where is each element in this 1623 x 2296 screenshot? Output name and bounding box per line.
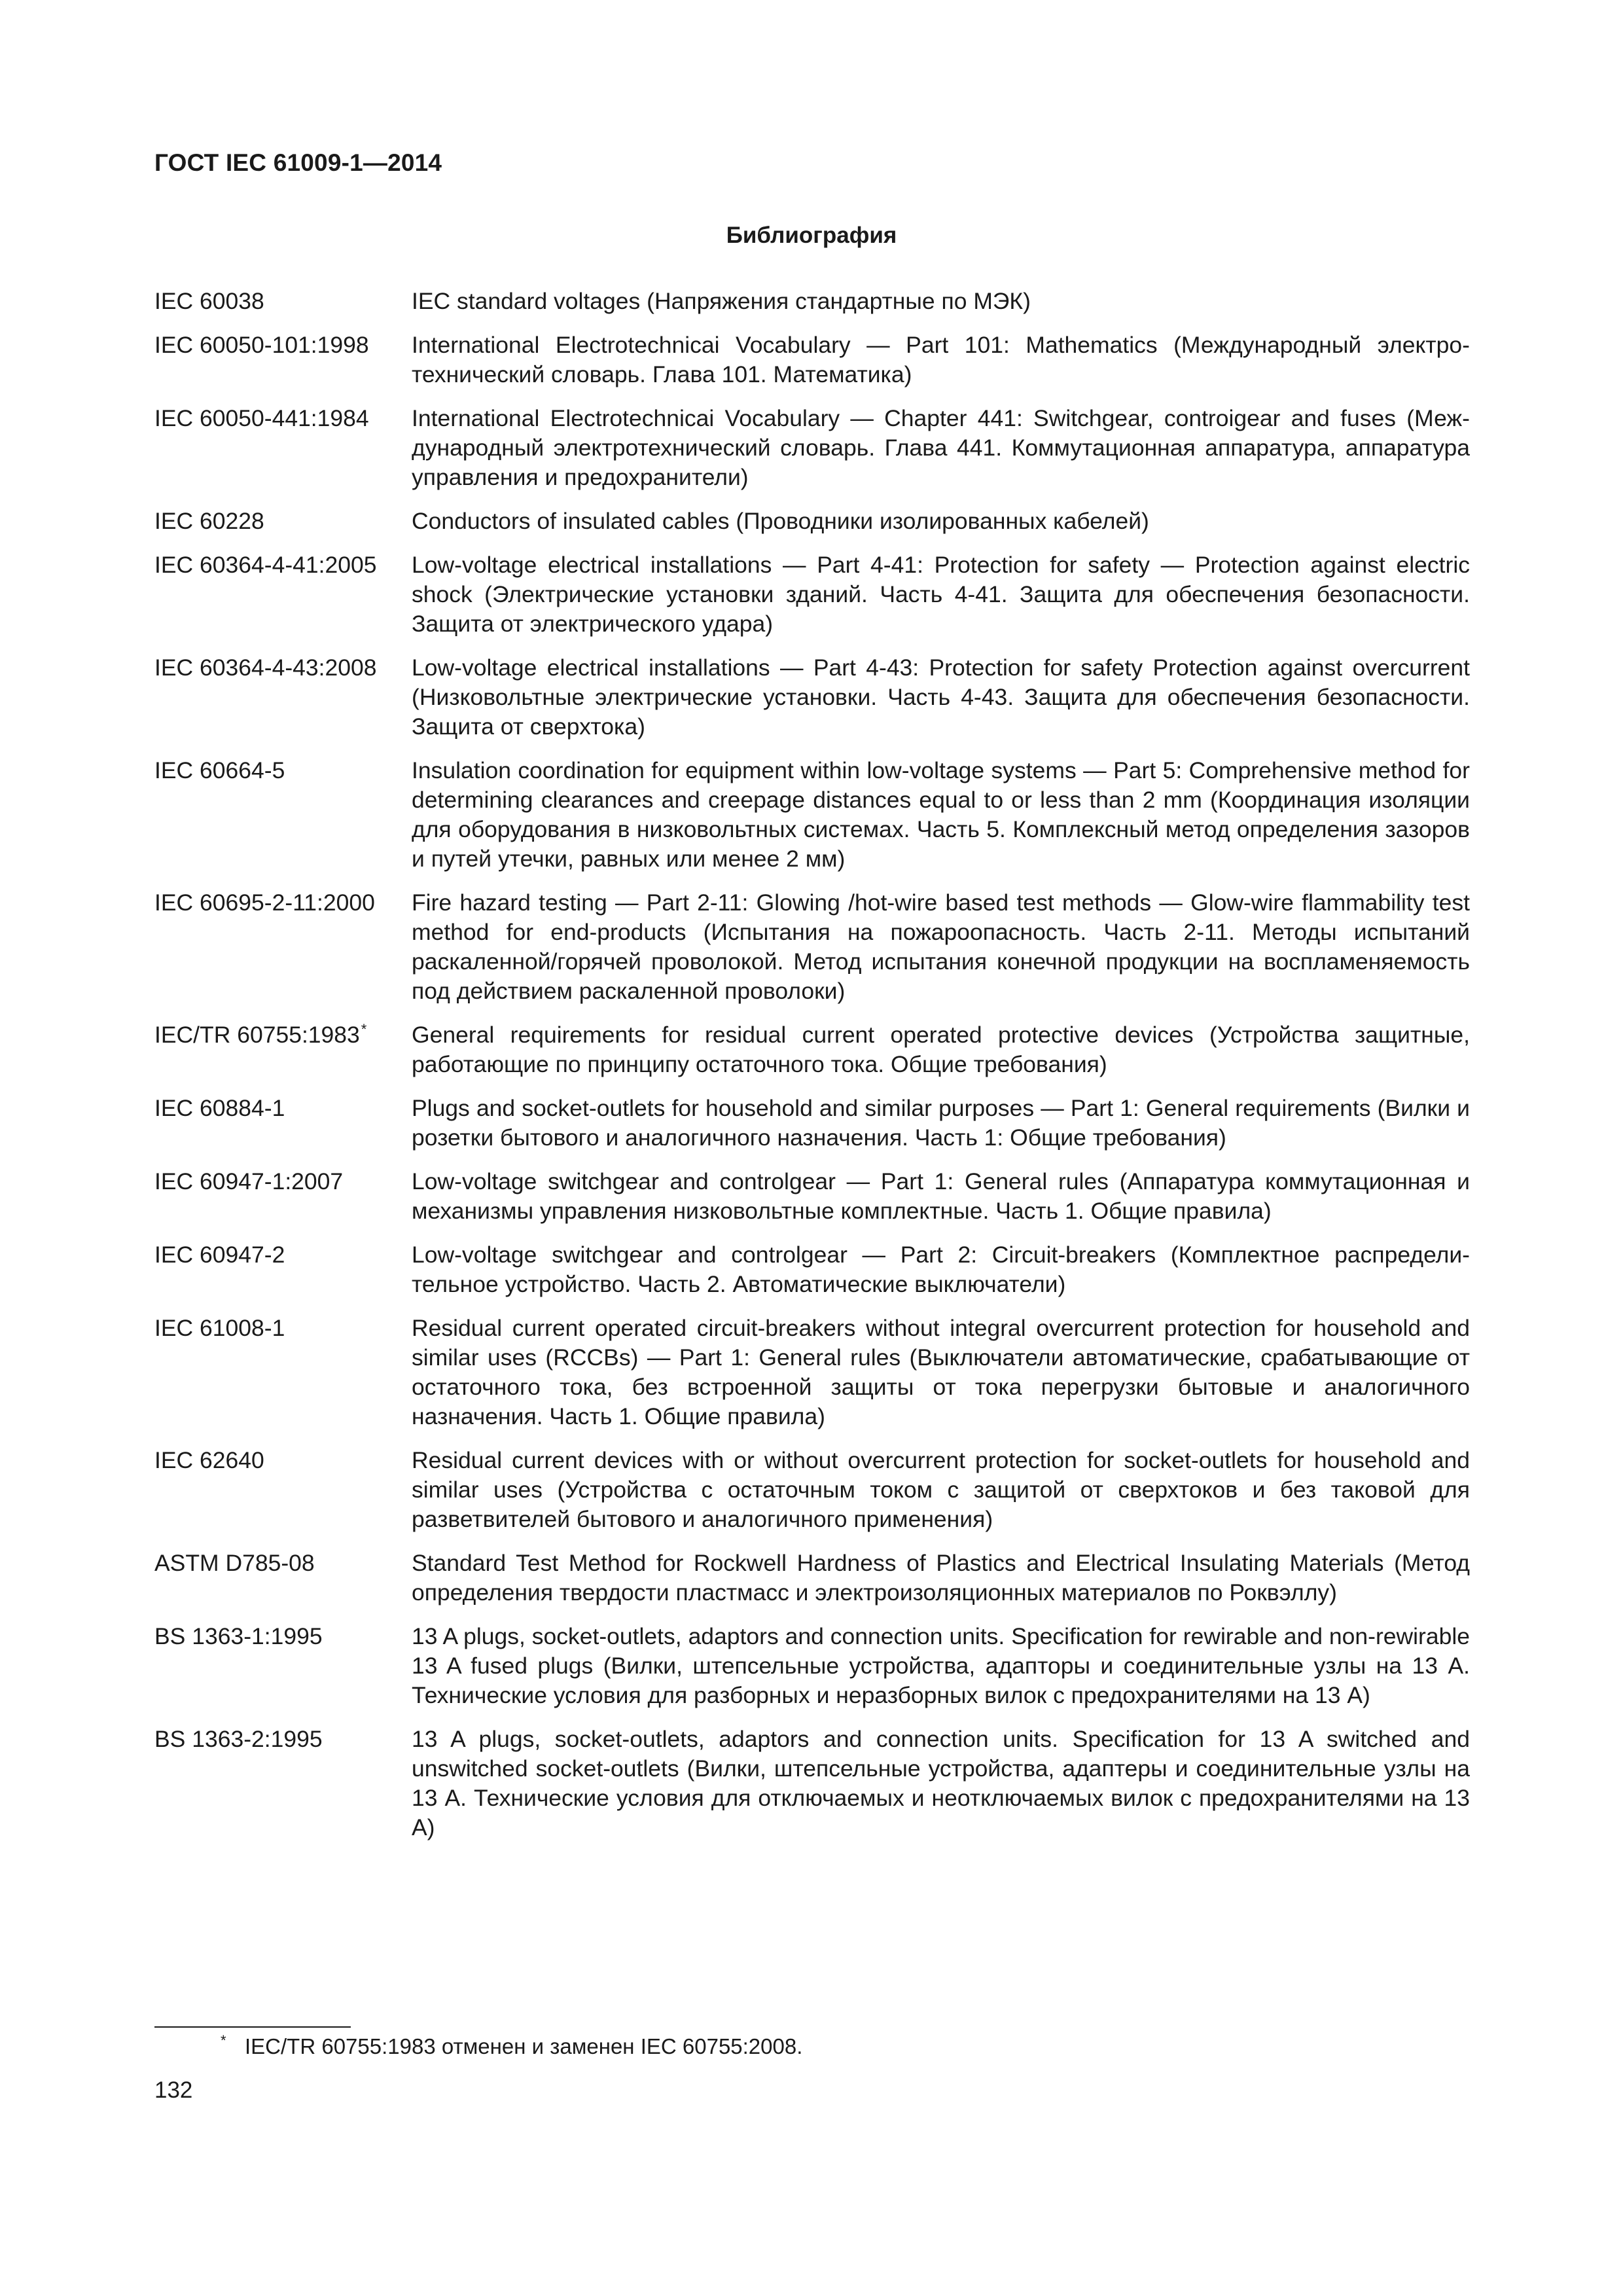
bibliography-title: Insulation coordination for equipment within low-voltage systems — Part 5: Comprehensive method for determining clearances and creepage distances equal to or less than 2 mm (Координация изоляции для оборудования в низковольтных системах. Часть 5. Комплексный метод определения зазоров и путей утечки, равных или менее 2 мм) (412, 757, 1470, 872)
bibliography-entry (154, 1020, 1470, 1079)
bibliography-title: Low-voltage electrical installations — Part 4-41: Protection for safety — Protection against electric shock (Электрические установки зданий. Часть 4-41. Защита для обеспечения безопасности. Защита от электрического удара) (412, 552, 1470, 637)
bibliography-entry (154, 331, 1470, 389)
bibliography-entry (154, 550, 1470, 639)
bibliography-title: 13 A plugs, socket-outlets, adaptors and connection units. Specification for 13 A switched and unswitched socket-outlets (Вилки, штепсельные устройства, адаптеры и соединительные узлы на 13 А. Технические условия для отключаемых и неотключаемых вилок с предохранителями на 13 А) (412, 1726, 1470, 1840)
footnote-text: IEC/TR 60755:1983 отменен и заменен IEC 60755:2008. (245, 2034, 803, 2058)
bibliography-code (154, 1314, 412, 1343)
bibliography-entry (154, 1725, 1470, 1842)
bibliography-code-text: IEC 60050-101:1998 (154, 332, 369, 358)
bibliography-title: Conductors of insulated cables (Проводники изолированных кабелей) (412, 508, 1149, 534)
bibliography-code-text: IEC 60050-441:1984 (154, 405, 369, 431)
footnote-reference-mark: * (361, 1021, 367, 1037)
bibliography-title: Residual current devices with or without overcurrent protection for socket-outlets for household and similar uses (Устройства с остаточным током с защитой от сверхтоков и без таковой для разветвителей бытового и аналогичного применения) (412, 1447, 1470, 1532)
bibliography-code-text: IEC 62640 (154, 1447, 264, 1473)
bibliography-code (154, 550, 412, 580)
bibliography-code (154, 1094, 412, 1123)
bibliography-code-text: IEC 60228 (154, 508, 264, 534)
bibliography-code-text: IEC 60947-2 (154, 1242, 285, 1268)
footnote (221, 2033, 802, 2060)
bibliography-entry (154, 287, 1470, 316)
bibliography-code (154, 756, 412, 785)
bibliography-title: International Electrotechnicai Vocabulary — Part 101: Mathematics (Международный электротехнический словарь. Глава 101. Математика) (412, 332, 1470, 387)
bibliography-code (154, 1549, 412, 1578)
bibliography-code (154, 1446, 412, 1475)
bibliography-code-text: IEC 60947-1:2007 (154, 1168, 344, 1194)
bibliography-code (154, 1725, 412, 1754)
bibliography-entry (154, 1446, 1470, 1534)
bibliography-title: General requirements for residual current operated protective devices (Устройства защитные, работающие по принципу остаточного тока. Общие требования) (412, 1022, 1470, 1077)
bibliography-entry (154, 653, 1470, 742)
bibliography-code-text: IEC 60884-1 (154, 1095, 285, 1121)
bibliography-code (154, 653, 412, 683)
bibliography-entry (154, 507, 1470, 536)
bibliography-list (154, 287, 1470, 1857)
bibliography-code-text: BS 1363-2:1995 (154, 1726, 323, 1752)
bibliography-entry (154, 404, 1470, 492)
bibliography-code (154, 1622, 412, 1651)
bibliography-title: 13 A plugs, socket-outlets, adaptors and connection units. Specification for rewirable and non-rewirable 13 A fused plugs (Вилки, штепсельные устройства, адапторы и соединительные узлы на 13 А. Технические условия для разборных и неразборных вилок с предохранителями на 13 А) (412, 1623, 1470, 1708)
bibliography-code (154, 1240, 412, 1270)
bibliography-entry (154, 1094, 1470, 1153)
section-title: Библиография (726, 223, 897, 248)
bibliography-entry (154, 1240, 1470, 1299)
bibliography-entry (154, 1314, 1470, 1431)
bibliography-code (154, 888, 412, 918)
bibliography-title: Fire hazard testing — Part 2-11: Glowing /hot-wire based test methods — Glow-wire flammability test method for end-products (Испытания на пожароопасность. Часть 2-11. Методы испытаний раскаленной/горячей проволокой. Метод испытания конечной продукции на воспламеняемость под действием раскаленной проволоки) (412, 889, 1470, 1004)
bibliography-code-text: IEC/TR 60755:1983 (154, 1022, 360, 1048)
bibliography-title: IEC standard voltages (Напряжения стандартные по МЭК) (412, 288, 1031, 314)
bibliography-code (154, 404, 412, 433)
bibliography-code-text: ASTM D785-08 (154, 1550, 315, 1576)
bibliography-title: Standard Test Method for Rockwell Hardness of Plastics and Electrical Insulating Materials (Метод определения твердости пластмасс и электроизоляционных материалов по Роквэллу) (412, 1550, 1470, 1605)
bibliography-entry (154, 1622, 1470, 1710)
footnote-mark: * (221, 2032, 226, 2049)
bibliography-code (154, 507, 412, 536)
bibliography-title: Low-voltage switchgear and controlgear — Part 2: Circuit-breakers (Комплектное распределительное устройство. Часть 2. Автоматические выключатели) (412, 1242, 1470, 1297)
bibliography-code (154, 1167, 412, 1196)
bibliography-code-text: IEC 60695-2-11:2000 (154, 889, 375, 916)
bibliography-code-text: IEC 60364-4-43:2008 (154, 655, 377, 681)
bibliography-title: Low-voltage electrical installations — Part 4-43: Protection for safety Protection against overcurrent (Низковольтные электрические установки. Часть 4-43. Защита для обеспечения безопасности. Защита от сверхтока) (412, 655, 1470, 740)
document-header: ГОСТ IEC 61009-1—2014 (154, 149, 442, 176)
bibliography-entry (154, 1549, 1470, 1607)
bibliography-code-text: IEC 60664-5 (154, 757, 285, 783)
bibliography-entry (154, 756, 1470, 874)
bibliography-code (154, 1020, 412, 1050)
bibliography-code-text: BS 1363-1:1995 (154, 1623, 323, 1649)
bibliography-code-text: IEC 60038 (154, 288, 264, 314)
bibliography-code (154, 287, 412, 316)
bibliography-title: Plugs and socket-outlets for household and similar purposes — Part 1: General requirements (Вилки и розетки бытового и аналогичного назначения. Часть 1: Общие требования) (412, 1095, 1470, 1151)
bibliography-code-text: IEC 61008-1 (154, 1315, 285, 1341)
bibliography-code-text: IEC 60364-4-41:2005 (154, 552, 377, 578)
bibliography-title: Low-voltage switchgear and controlgear — Part 1: General rules (Аппаратура коммутационная и механизмы управления низковольтные комплектные. Часть 1. Общие правила) (412, 1168, 1470, 1224)
bibliography-entry (154, 1167, 1470, 1226)
bibliography-code (154, 331, 412, 360)
page-number: 132 (154, 2077, 193, 2103)
bibliography-entry (154, 888, 1470, 1006)
bibliography-title: Residual current operated circuit-breakers without integral overcurrent protection for household and similar uses (RCCBs) — Part 1: General rules (Выключатели автоматические, срабатывающие от остаточного тока, без встроенной защиты от тока перегрузки бытовые и аналогичного назначения. Часть 1. Общие правила) (412, 1315, 1470, 1429)
footnote-divider (154, 2026, 351, 2028)
bibliography-title: International Electrotechnicai Vocabulary — Chapter 441: Switchgear, controigear and fuses (Международный электротехнический словарь. Глава 441. Коммутационная аппаратура, аппаратура управления и предохранители) (412, 405, 1470, 490)
